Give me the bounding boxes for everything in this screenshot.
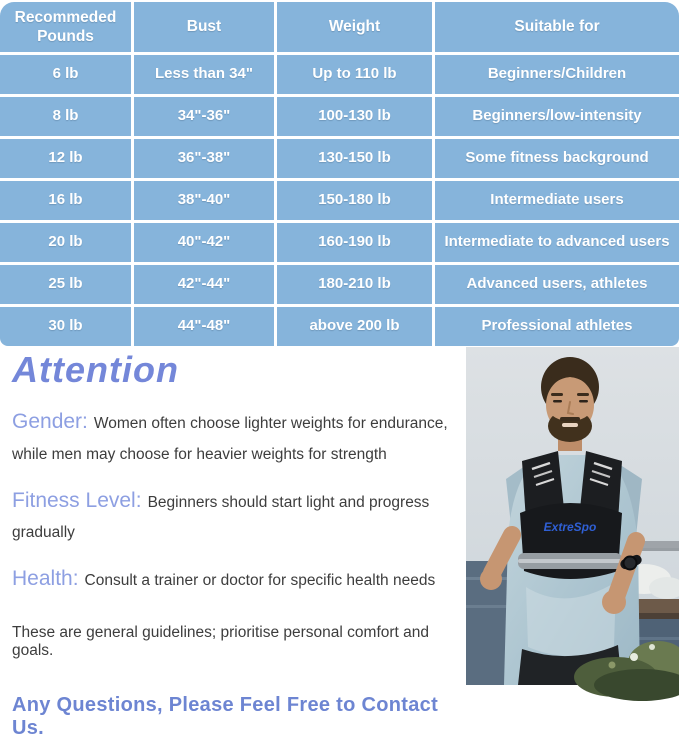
health-note	[12, 560, 460, 598]
runner-photo-illustration	[466, 347, 679, 685]
table-header-cell: Recommeded Pounds	[0, 2, 131, 52]
table-header-cell: Bust	[134, 2, 274, 52]
health-text: Consult a trainer or doctor for specific health needs	[84, 572, 436, 590]
fitness-level-text: Beginners should start light and progress gradually	[12, 493, 430, 542]
table-cell: 160-190 lb	[277, 223, 432, 262]
right-hand	[602, 590, 626, 614]
right-eye	[579, 400, 588, 403]
table-cell: Advanced users, athletes	[435, 265, 679, 304]
left-eyebrow	[551, 393, 563, 396]
gender-note	[12, 403, 460, 469]
table-cell: Intermediate users	[435, 181, 679, 220]
table-cell: 130-150 lb	[277, 139, 432, 178]
table-cell: 12 lb	[0, 139, 131, 178]
gender-label: Gender:	[12, 410, 88, 433]
attention-section	[12, 349, 460, 740]
table-cell: 30 lb	[0, 307, 131, 346]
attention-heading: Attention	[12, 349, 179, 390]
mouth	[562, 423, 578, 427]
contact-us-text: Any Questions, Please Feel Free to Contact Us.	[12, 694, 439, 740]
table-cell: 38"-40"	[134, 181, 274, 220]
gender-text: Women often choose lighter weights for endurance, while men may choose for heavier weights for strength	[12, 415, 448, 463]
table-header-cell: Suitable for	[435, 2, 679, 52]
table-cell: Beginners/low-intensity	[435, 97, 679, 136]
general-guideline-text: These are general guidelines; prioritise personal comfort and goals.	[12, 624, 430, 660]
table-cell: Professional athletes	[435, 307, 679, 346]
table-cell: 34"-36"	[134, 97, 274, 136]
table-cell: Intermediate to advanced users	[435, 223, 679, 262]
table-cell: Some fitness background	[435, 139, 679, 178]
table-cell: 8 lb	[0, 97, 131, 136]
table-cell: 36"-38"	[134, 139, 274, 178]
table-cell: 100-130 lb	[277, 97, 432, 136]
table-cell: Beginners/Children	[435, 55, 679, 94]
right-eyebrow	[577, 393, 589, 396]
table-cell: above 200 lb	[277, 307, 432, 346]
left-eye	[553, 400, 562, 403]
table-cell: Less than 34"	[134, 55, 274, 94]
table-cell: Up to 110 lb	[277, 55, 432, 94]
product-photo	[466, 347, 679, 685]
table-cell: 150-180 lb	[277, 181, 432, 220]
table-cell: 20 lb	[0, 223, 131, 262]
table-header-cell: Weight	[277, 2, 432, 52]
fitness-level-label: Fitness Level:	[12, 488, 142, 512]
sizing-table	[0, 0, 679, 346]
table-cell: 16 lb	[0, 181, 131, 220]
health-label: Health:	[12, 567, 79, 591]
left-hand	[480, 568, 502, 590]
vest-logo-text: ExtreSpo	[543, 520, 597, 534]
table-cell: 25 lb	[0, 265, 131, 304]
table-cell: 6 lb	[0, 55, 131, 94]
table-cell: 40"-42"	[134, 223, 274, 262]
table-cell: 42"-44"	[134, 265, 274, 304]
table-cell: 180-210 lb	[277, 265, 432, 304]
table-cell: 44"-48"	[134, 307, 274, 346]
fitness-level-note	[12, 482, 460, 548]
